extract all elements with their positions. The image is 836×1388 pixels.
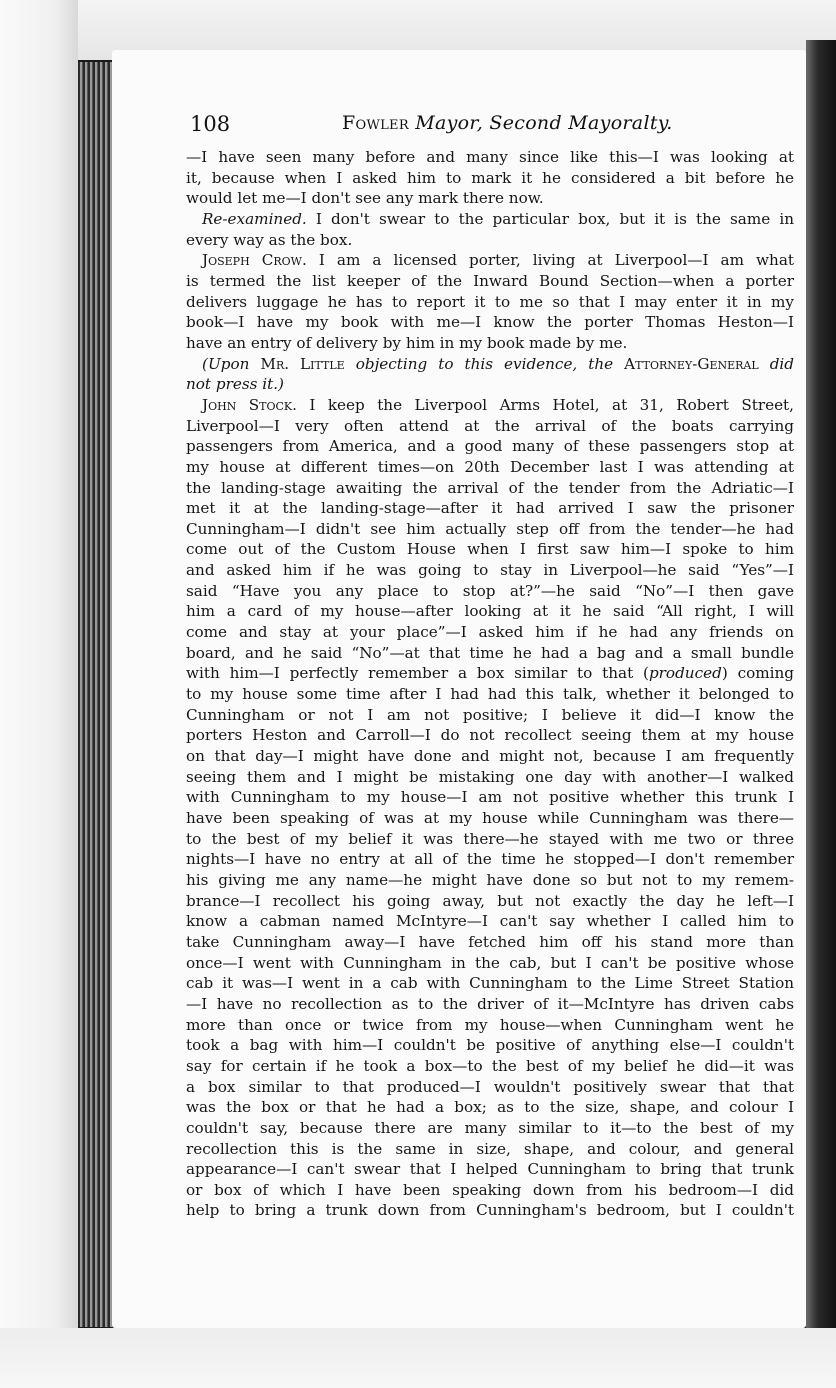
text-segment: —I have seen many before and many since like this—I was looking at (186, 148, 794, 166)
text-line (186, 725, 794, 746)
text-line (186, 312, 794, 333)
text-segment: have an entry of delivery by him in my book made by me. (186, 333, 628, 352)
text-segment: couldn't say, because there are many similar to it—to the best of my (186, 1118, 794, 1137)
text-segment: John Stock. (202, 395, 297, 414)
text-line (186, 519, 794, 540)
text-segment: Liverpool—I very often attend at the arrival of the boats carrying (186, 416, 794, 435)
text-segment: have been speaking of was at my house while Cunningham was there— (186, 809, 794, 827)
text-segment: Cunningham—I didn't see him actually step off from the tender—he had (186, 519, 794, 538)
text-segment: to my house some time after I had had this talk, whether it belonged to (186, 685, 794, 704)
text-line (186, 1139, 794, 1160)
text-segment: to the best of my belief it was there—he stayed with me two or three (186, 829, 794, 848)
text-segment: took a bag with him—I couldn't be positive of anything else—I couldn't (186, 1036, 794, 1055)
text-segment: or box of which I have been speaking down from his bedroom—I did (186, 1180, 794, 1199)
text-segment: once—I went with Cunningham in the cab, but I can't be positive whose (186, 953, 794, 972)
text-segment: I am a licensed porter, living at Liverpool—I am what (306, 251, 794, 270)
text-line (186, 891, 794, 912)
text-line (186, 147, 794, 168)
text-line (186, 663, 794, 684)
text-line (186, 457, 794, 478)
text-segment: is termed the list keeper of the Inward Bound Section—when a porter (186, 271, 794, 290)
text-segment: every way as the box. (186, 230, 353, 249)
text-line (186, 973, 794, 994)
text-line (186, 787, 794, 808)
text-segment: him a card of my house—after looking at it he said “All right, I will (186, 602, 794, 621)
text-line (186, 271, 794, 292)
text-segment: recollection this is the same in size, shape, and colour, and general (186, 1139, 794, 1158)
page-number: 108 (190, 112, 231, 136)
text-segment: the landing-stage awaiting the arrival of the tender from the Adriatic—I (186, 478, 794, 497)
text-segment: I keep the Liverpool Arms Hotel, at 31, Robert Street, (296, 395, 794, 414)
text-line (186, 1118, 794, 1139)
text-line (186, 395, 794, 416)
text-line (186, 209, 794, 230)
text-segment: nights—I have no entry at all of the time he stopped—I don't remember (186, 850, 794, 869)
text-line (186, 1159, 794, 1180)
text-segment: was the box or that he had a box; as to the size, shape, and colour I (186, 1098, 794, 1117)
text-line (186, 333, 794, 354)
text-segment: with him—I perfectly remember a box similar to that ( (186, 664, 649, 683)
text-line (186, 829, 794, 850)
text-segment: come out of the Custom House when I first saw him—I spoke to him (186, 540, 794, 559)
text-segment: did (769, 354, 794, 373)
page-edges (78, 62, 116, 1327)
text-segment: Upon (207, 354, 250, 373)
text-segment: porters Heston and Carroll—I do not recollect seeing them at my house (186, 726, 794, 745)
text-segment: appearance—I can't swear that I helped Cunningham to bring that trunk (186, 1160, 794, 1179)
text-line (186, 932, 794, 953)
text-segment: with Cunningham to my house—I am not positive whether this trunk I (186, 788, 794, 807)
text-line (186, 230, 794, 251)
text-segment: his giving me any name—he might have done so but not to my remem- (186, 870, 794, 889)
text-segment: Joseph Crow. (202, 251, 307, 270)
text-segment: seeing them and I might be mistaking one day with another—I walked (186, 767, 794, 786)
text-segment: Cunningham or not I am not positive; I believe it did—I know the (186, 705, 794, 724)
text-line (186, 539, 794, 560)
text-line (186, 416, 794, 437)
text-segment: not press it.) (186, 375, 284, 394)
text-segment: cab it was—I went in a cab with Cunningham to the Lime Street Station (186, 974, 794, 993)
text-segment: more than once or twice from my house—when Cunningham went he (186, 1015, 794, 1034)
running-head-name: Fowler (342, 112, 409, 134)
text-segment: on that day—I might have done and might not, because I am frequently (186, 747, 794, 766)
running-head-title: Mayor, Second Mayoralty. (415, 112, 673, 134)
text-line (186, 953, 794, 974)
text-segment: know a cabman named McIntyre—I can't say whether I called him to (186, 912, 794, 931)
text-segment: a box similar to that produced—I wouldn't positively swear that that (186, 1077, 794, 1096)
text-line (186, 622, 794, 643)
text-line (186, 354, 794, 375)
text-segment: passengers from America, and a good many of these passengers stop at (186, 437, 794, 456)
text-segment: and asked him if he was going to stay in Liverpool—he said “Yes”—I (186, 561, 794, 580)
text-line (186, 436, 794, 457)
text-segment: ) coming (721, 664, 794, 683)
text-line (186, 911, 794, 932)
text-segment: met it at the landing-stage—after it had arrived I saw the prisoner (186, 499, 794, 518)
text-line (186, 250, 794, 271)
text-line (186, 601, 794, 622)
text-line (186, 1200, 794, 1221)
running-head (342, 112, 673, 134)
text-line (186, 1056, 794, 1077)
text-line (186, 188, 794, 209)
text-line (186, 581, 794, 602)
text-segment: delivers luggage he has to report it to me so that I may enter it in my (186, 292, 794, 311)
text-segment: Mr. Little (249, 354, 356, 373)
text-line (186, 292, 794, 313)
text-line (186, 767, 794, 788)
text-line (186, 374, 794, 395)
text-line (186, 1180, 794, 1201)
text-segment: objecting to this evidence, the (355, 354, 614, 373)
text-segment: I don't swear to the particular box, but it is the same in (306, 209, 794, 228)
text-segment: brance—I recollect his going away, but not exactly the day he left—I (186, 891, 794, 910)
text-segment: come and stay at your place”—I asked him if he had any friends on (186, 623, 794, 642)
text-segment: —I have no recollection as to the driver of it—McIntyre has driven cabs (186, 994, 794, 1013)
text-line (186, 849, 794, 870)
text-line (186, 643, 794, 664)
text-line (186, 808, 794, 829)
text-segment: board, and he said “No”—at that time he had a bag and a small bundle (186, 643, 794, 662)
text-segment: said “Have you any place to stop at?”—he said “No”—I then gave (186, 581, 794, 600)
text-segment: my house at different times—on 20th December last I was attending at (186, 457, 794, 476)
text-line (186, 746, 794, 767)
text-segment: it, because when I asked him to mark it he considered a bit before he (186, 168, 794, 187)
text-segment: book—I have my book with me—I know the porter Thomas Heston—I (186, 313, 794, 332)
text-line (186, 1015, 794, 1036)
text-line (186, 560, 794, 581)
text-segment: ( (202, 354, 208, 373)
text-line (186, 1077, 794, 1098)
text-line (186, 684, 794, 705)
text-line (186, 478, 794, 499)
text-line (186, 1097, 794, 1118)
text-line (186, 498, 794, 519)
text-line (186, 168, 794, 189)
text-line (186, 870, 794, 891)
text-line (186, 705, 794, 726)
binding-shadow (806, 40, 836, 1340)
body-text (186, 147, 794, 1221)
scan-left-margin (0, 0, 78, 1388)
text-segment: produced (648, 664, 722, 683)
text-segment: take Cunningham away—I have fetched him off his stand more than (186, 932, 794, 951)
page-header (190, 112, 790, 142)
text-segment: help to bring a trunk down from Cunningham's bedroom, but I couldn't (186, 1201, 794, 1220)
text-segment: Re-examined. (202, 209, 307, 228)
text-segment: Attorney-General (613, 354, 770, 373)
text-line (186, 1035, 794, 1056)
text-segment: say for certain if he took a box—to the best of my belief he did—it was (186, 1056, 794, 1075)
text-line (186, 994, 794, 1015)
scan-bottom-margin (0, 1328, 836, 1388)
text-segment: would let me—I don't see any mark there now. (186, 189, 544, 208)
